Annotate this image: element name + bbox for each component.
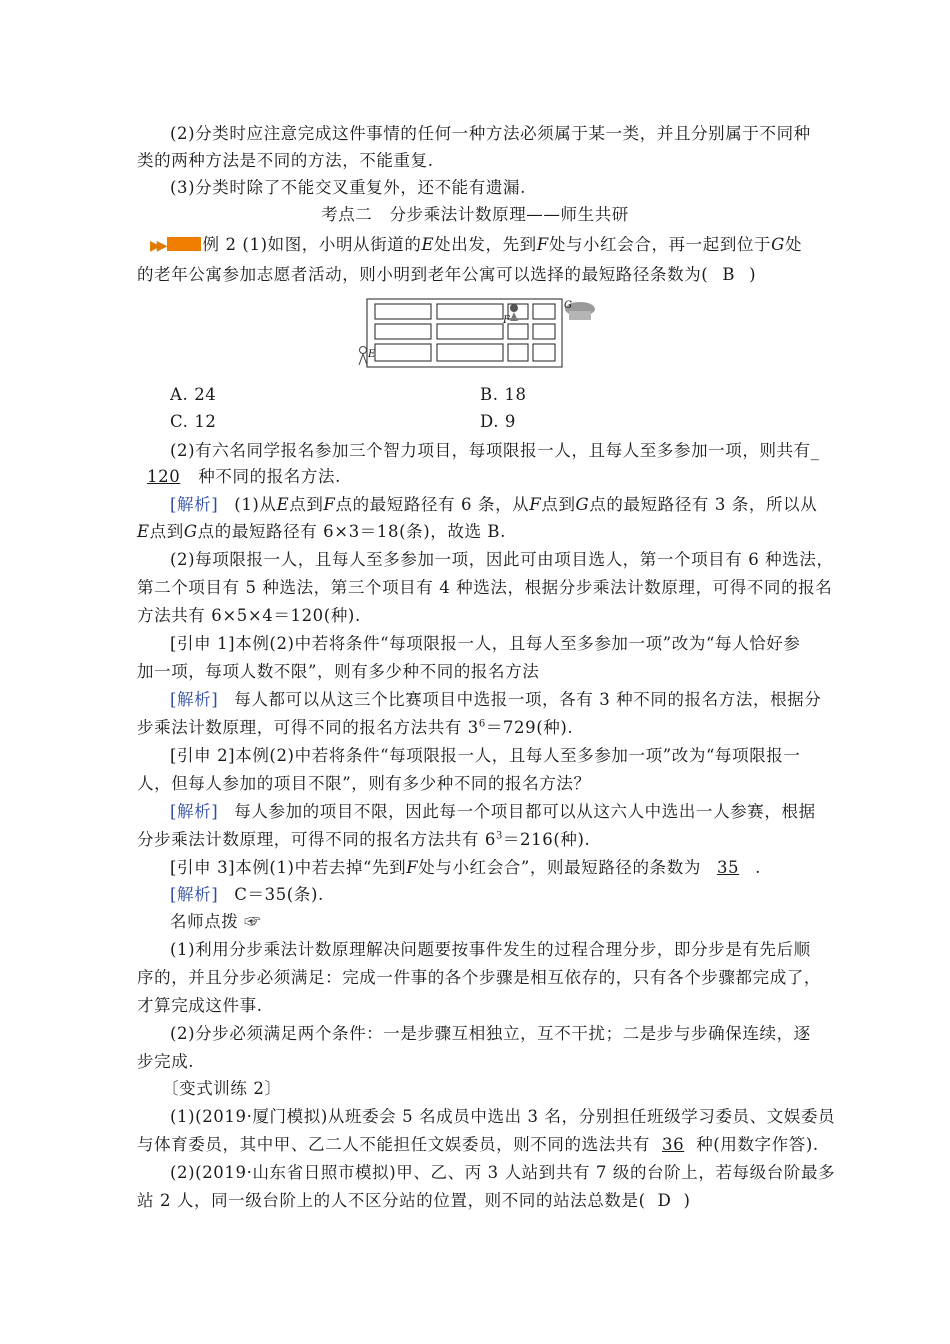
text-line: [解析] C＝35(条). <box>170 885 324 904</box>
street-map-figure <box>355 295 595 373</box>
example-tag-icon <box>167 237 201 251</box>
text-line: 第二个项目有 5 种选法，第三个项目有 4 种选法，根据分步乘法计数原理，可得不同的报名 <box>137 578 833 597</box>
answer-blank: 36 <box>662 1135 685 1154</box>
analysis-label: [解析] <box>170 802 219 821</box>
text-line: 步乘法计数原理，可得不同的报名方法共有 $3^6=729$(种). <box>137 718 574 737</box>
double-arrow-icon: ▶▶ <box>150 238 164 254</box>
text-line: [解析] 每人都可以从这三个比赛项目中选报一项，各有 3 种不同的报名方法，根据分 <box>170 690 822 709</box>
map-block <box>533 344 555 361</box>
text-line: (2)每项限报一人，且每人至多参加一项，因此可由项目选人，第一个项目有 6 种选法， <box>170 550 834 569</box>
text-line: (2)有六名同学报名参加三个智力项目，每项限报一人，且每人至多参加一项，则共有_ <box>170 441 820 460</box>
map-block <box>437 324 503 339</box>
text-line: 类的两种方法是不同的方法，不能重复. <box>137 151 434 170</box>
option-b: B. 18 <box>480 385 527 404</box>
text-line: 120 种不同的报名方法. <box>137 465 341 489</box>
text-line: 人，但每人参加的项目不限”，则有多少种不同的报名方法？ <box>137 774 591 793</box>
answer-blank: 120 <box>147 467 181 486</box>
option-d: D. 9 <box>480 412 517 431</box>
text-line: (2)分类时应注意完成这件事情的任何一种方法必须属于某一类，并且分别属于不同种 <box>170 124 811 143</box>
text-line: 站 2 人，同一级台阶上的人不区分站的位置，则不同的站法总数是( D ) <box>137 1191 691 1210</box>
label-G: G <box>564 300 572 311</box>
text-line: 方法共有 6×5×4＝120(种). <box>137 606 361 625</box>
text-line: [解析] 每人参加的项目不限，因此每一个项目都可以从这六人中选出一人参赛，根据 <box>170 802 816 821</box>
label-E: E <box>368 349 376 360</box>
map-block <box>533 324 555 339</box>
text-line: 与体育委员，其中甲、乙二人不能担任文娱委员，则不同的选法共有 36 种(用数字作答). <box>137 1135 819 1154</box>
analysis-label: [解析] <box>170 690 219 709</box>
analysis-label: [解析] <box>170 495 219 514</box>
text-line: 的老年公寓参加志愿者活动，则小明到老年公寓可以选择的最短路径条数为( B ) <box>137 265 757 284</box>
map-block <box>375 304 431 319</box>
girl-icon <box>510 304 518 321</box>
text-line: [引申 1]本例(2)中若将条件“每项限报一人，且每人至多参加一项”改为“每人恰好参 <box>170 634 801 653</box>
practice-title: 〔变式训练 2〕 <box>162 1079 282 1098</box>
example-line: ▶▶ 例 2 (1)如图，小明从街道的E处出发，先到F处与小红会合，再一起到位于G处 <box>150 235 803 254</box>
text-line: (1)利用分步乘法计数原理解决问题要按事件发生的过程合理分步，即分步是有先后顺 <box>170 940 811 959</box>
analysis-label: [解析] <box>170 885 219 904</box>
map-block <box>508 324 528 339</box>
text-line: 加一项，每项人数不限”，则有多少种不同的报名方法 <box>137 662 540 681</box>
map-block <box>533 304 555 319</box>
option-a: A. 24 <box>170 385 217 404</box>
text-line: 序的，并且分步必须满足：完成一件事的各个步骤是相互依存的，只有各个步骤都完成了， <box>137 968 821 987</box>
text-line: [引申 2]本例(2)中若将条件“每项限报一人，且每人至多参加一项”改为“每项限报一 <box>170 746 801 765</box>
text-line: (3)分类时除了不能交叉重复外，还不能有遗漏. <box>170 178 526 197</box>
map-block <box>508 344 528 361</box>
map-block <box>437 304 503 319</box>
answer: D <box>657 1191 672 1210</box>
map-block <box>375 324 431 339</box>
map-block <box>437 344 503 361</box>
text-line: (1)(2019·厦门模拟)从班委会 5 名成员中选出 3 名，分别担任班级学习委员、文娱委员 <box>170 1107 836 1126</box>
text-line: 分步乘法计数原理，可得不同的报名方法共有 $6^3=216$(种). <box>137 830 591 849</box>
tips-title: 名师点拨 ☞ <box>170 912 262 931</box>
label-F: F <box>503 315 510 326</box>
map-block <box>375 344 431 361</box>
person-icon <box>359 347 367 366</box>
answer: B <box>722 265 736 284</box>
text-line: 步完成. <box>137 1052 195 1071</box>
text-line: E点到G点的最短路径有 6×3＝18(条)，故选 B. <box>137 522 506 541</box>
text-line: [引申 3]本例(1)中若去掉“先到F处与小红会合”，则最短路径的条数为 35 . <box>170 858 761 877</box>
text-line: 才算完成这件事. <box>137 996 263 1015</box>
text-line: (2)(2019·山东省日照市模拟)甲、乙、丙 3 人站到共有 7 级的台阶上，若每级台阶最多 <box>170 1163 836 1182</box>
answer-blank: 35 <box>716 858 740 877</box>
section-title: 考点二 分步乘法计数原理——师生共研 <box>321 205 629 224</box>
text-line: (2)分步必须满足两个条件：一是步骤互相独立，互不干扰；二是步与步确保连续，逐 <box>170 1024 811 1043</box>
text-line: [解析] (1)从E点到F点的最短路径有 6 条，从F点到G点的最短路径有 3 条，所以从 <box>170 495 818 514</box>
option-c: C. 12 <box>170 412 217 431</box>
